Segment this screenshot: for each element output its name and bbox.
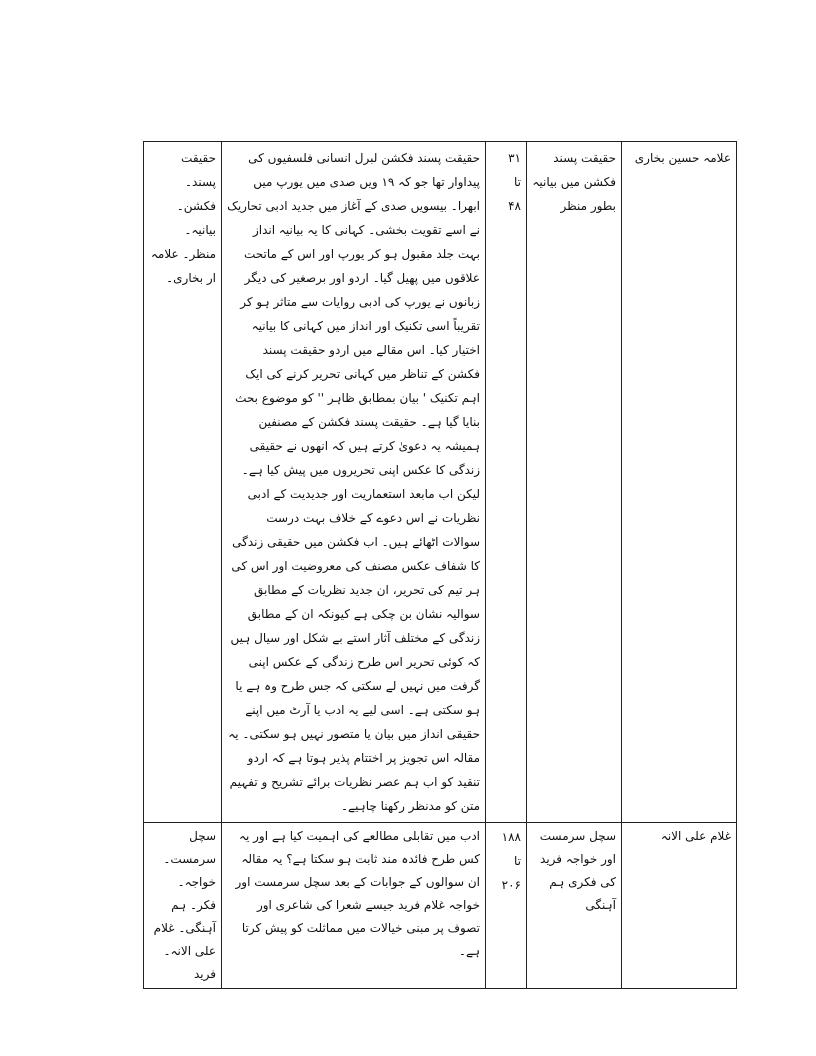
title-cell: حقیقت پسند فکشن میں بیانیہ بطور منظر [527, 142, 622, 823]
page-range-word: تا [514, 854, 521, 868]
page-end: ۴۸ [508, 199, 521, 213]
page-start: ۳۱ [508, 151, 521, 165]
author-cell: غلام علی الانہ [622, 823, 737, 989]
articles-index-table [143, 141, 737, 989]
author-cell: علامہ حسین بخاری [622, 142, 737, 823]
page-start: ۱۸۸ [501, 830, 521, 844]
pages-cell [486, 823, 527, 989]
table-row [144, 823, 737, 989]
page-end: ۲۰۶ [501, 878, 521, 892]
abstract-cell: حقیقت پسند فکشن لبرل انسانی فلسفیوں کی پیداوار تھا جو کہ ۱۹ ویں صدی میں یورپ میں ابھرا۔ بیسویں صدی کے آغاز میں جدید ادبی تحاریک نے اسے تقویت بخشی۔ کہانی کا یہ بیانیہ انداز بہت جلد مقبول ہو کر یورپ اور اس کے ماتحت علاقوں میں پھیل گیا۔ اردو اور برصغیر کی دیگر زبانوں نے یورپ کی ادبی روایات سے متاثر ہو کر تقریباً اسی تکنیک اور انداز میں کہانی کا بیانیہ اختیار کیا۔ اس مقالے میں اردو حقیقت پسند فکشن کے تناظر میں کہانی تحریر کرنے کی ایک اہم تکنیک ' بیان بمطابق ظاہر '' کو موضوع بحث بنایا گیا ہے۔ حقیقت پسند فکشن کے مصنفین ہمیشہ یہ دعویٰ کرتے ہیں کہ انھوں نے حقیقی زندگی کا عکس اپنی تحریروں میں پیش کیا ہے۔ لیکن اب مابعد استعماریت اور جدیدیت کے ادبی نظریات نے اس دعوے کے خلاف بہت درست سوالات اٹھائے ہیں۔ اب فکشن میں حقیقی زندگی کا شفاف عکس مصنف کی معروضیت اور اس کی ہر تیم کی تحریر، ان جدید نظریات کے مطابق سوالیہ نشان بن چکی ہے کیونکہ ان کے مطابق زندگی کے مختلف آثار استے بے شکل اور سیال ہیں کہ کوئی تحریر اس طرح زندگی کے عکس اپنی گرفت میں نہیں لے سکتی کہ جس طرح وہ ہے یا ہو سکتی ہے۔ اسی لیے یہ ادب یا آرٹ میں اپنے حقیقی انداز میں بیان یا متصور نہیں ہو سکتی۔ یہ مقالہ اس تجویز پر اختتام پذیر ہوتا ہے کہ اردو تنقید کو اب ہم عصر نظریات برائے تشریح و تفہیم متن کو مدنظر رکھنا چاہیے۔ [222, 142, 486, 823]
keywords-cell: حقیقت پسند۔ فکشن۔ بیانیہ۔ منظر۔ علامہ ار بخاری۔ [144, 142, 222, 823]
title-cell: سچل سرمست اور خواجہ فرید کی فکری ہم آہنگی [527, 823, 622, 989]
abstract-cell: ادب میں تقابلی مطالعے کی اہمیت کیا ہے اور یہ کس طرح فائدہ مند ثابت ہو سکتا ہے؟ یہ مقالہ ان سوالوں کے جوابات کے بعد سچل سرمست اور خواجہ غلام فرید جیسے شعرا کی شاعری اور تصوف پر مبنی خیالات میں مماثلت کو پیش کرتا ہے۔ [222, 823, 486, 989]
pages-cell [486, 142, 527, 823]
table-row [144, 142, 737, 823]
keywords-cell: سچل سرمست۔ خواجہ۔ فکر۔ ہم آہنگی۔ غلام علی الانہ۔ فرید [144, 823, 222, 989]
page-range-word: تا [514, 175, 521, 189]
